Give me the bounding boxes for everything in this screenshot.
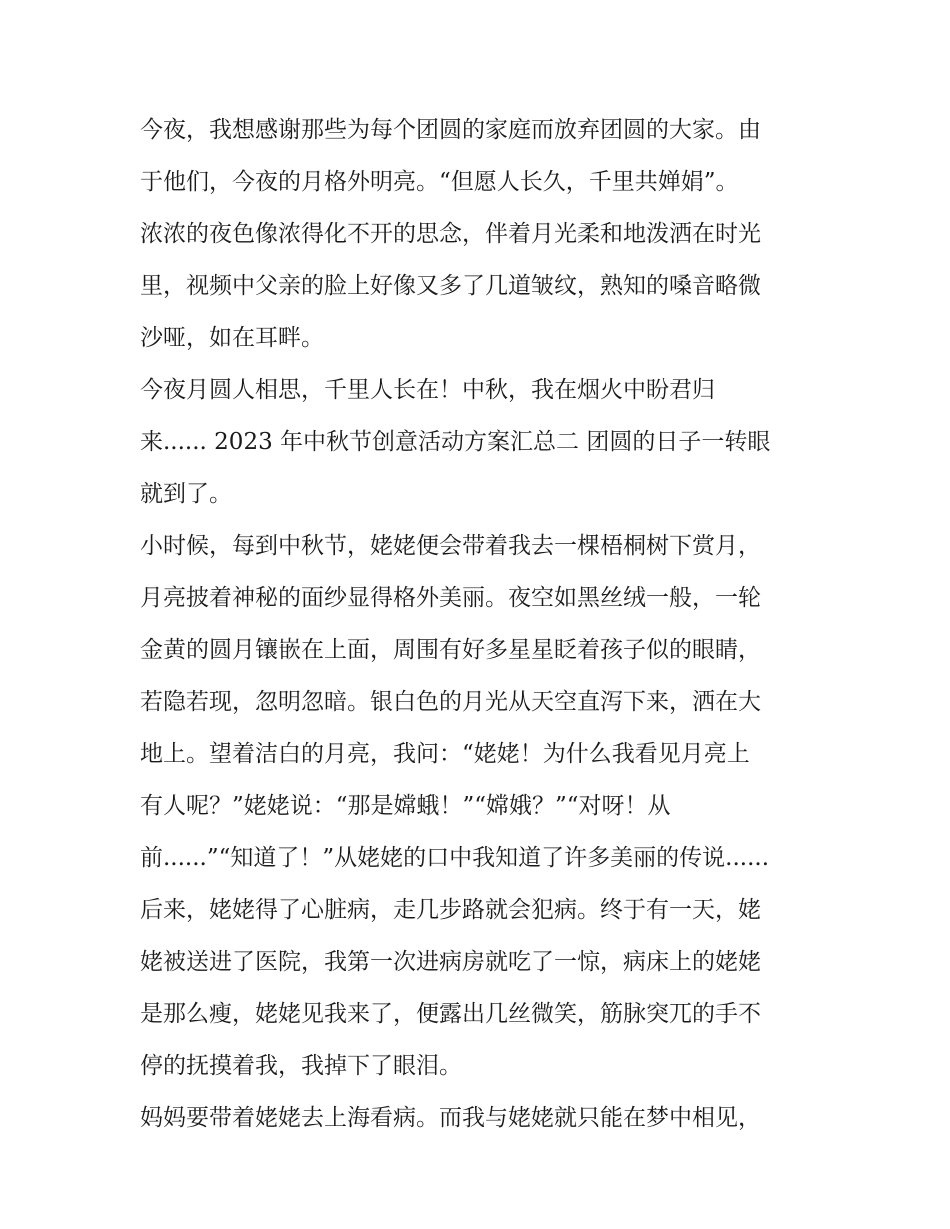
text-line: 于他们，今夜的月格外明亮。“但愿人长久，千里共婵娟”。 — [140, 169, 739, 195]
text-line: 小时候，每到中秋节，姥姥便会带着我去一棵梧桐树下赏月， — [140, 533, 761, 559]
text-line: 若隐若现，忽明忽暗。银白色的月光从天空直泻下来，洒在大 — [140, 689, 761, 715]
text-line: 是那么瘦，姥姥见我来了，便露出几丝微笑，筋脉突兀的手不 — [140, 1001, 761, 1027]
text-line: 有人呢？”姥姥说：“那是嫦蛾！”“嫦娥？”“对呀！从 — [140, 793, 671, 819]
text-line: 今夜，我想感谢那些为每个团圆的家庭而放弃团圆的大家。由 — [140, 117, 761, 143]
text-line: 里，视频中父亲的脸上好像又多了几道皱纹，熟知的嗓音略微 — [140, 273, 761, 299]
text-line: 停的抚摸着我，我掉下了眼泪。 — [140, 1053, 462, 1079]
text-line: 地上。望着洁白的月亮，我问：“姥姥！为什么我看见月亮上 — [140, 741, 750, 767]
text-line: 后来，姥姥得了心脏病，走几步路就会犯病。终于有一天，姥 — [140, 897, 761, 923]
text-line: 前......”“知道了！”从姥姥的口中我知道了许多美丽的传说...... — [140, 845, 770, 871]
text-line: 来...... 2023 年中秋节创意活动方案汇总二 团圆的日子一转眼 — [140, 429, 771, 455]
text-line: 浓浓的夜色像浓得化不开的思念，伴着月光柔和地泼洒在时光 — [140, 221, 761, 247]
text-line: 沙哑，如在耳畔。 — [140, 325, 324, 351]
text-line: 月亮披着神秘的面纱显得格外美丽。夜空如黑丝绒一般，一轮 — [140, 585, 761, 611]
text-line: 今夜月圆人相思，千里人长在！中秋，我在烟火中盼君归 — [140, 377, 715, 403]
text-line: 姥被送进了医院，我第一次进病房就吃了一惊，病床上的姥姥 — [140, 949, 761, 975]
text-line: 金黄的圆月镶嵌在上面，周围有好多星星眨着孩子似的眼睛， — [140, 637, 761, 663]
document-body — [140, 104, 812, 1144]
text-line: 妈妈要带着姥姥去上海看病。而我与姥姥就只能在梦中相见， — [140, 1105, 761, 1131]
text-line: 就到了。 — [140, 481, 232, 507]
